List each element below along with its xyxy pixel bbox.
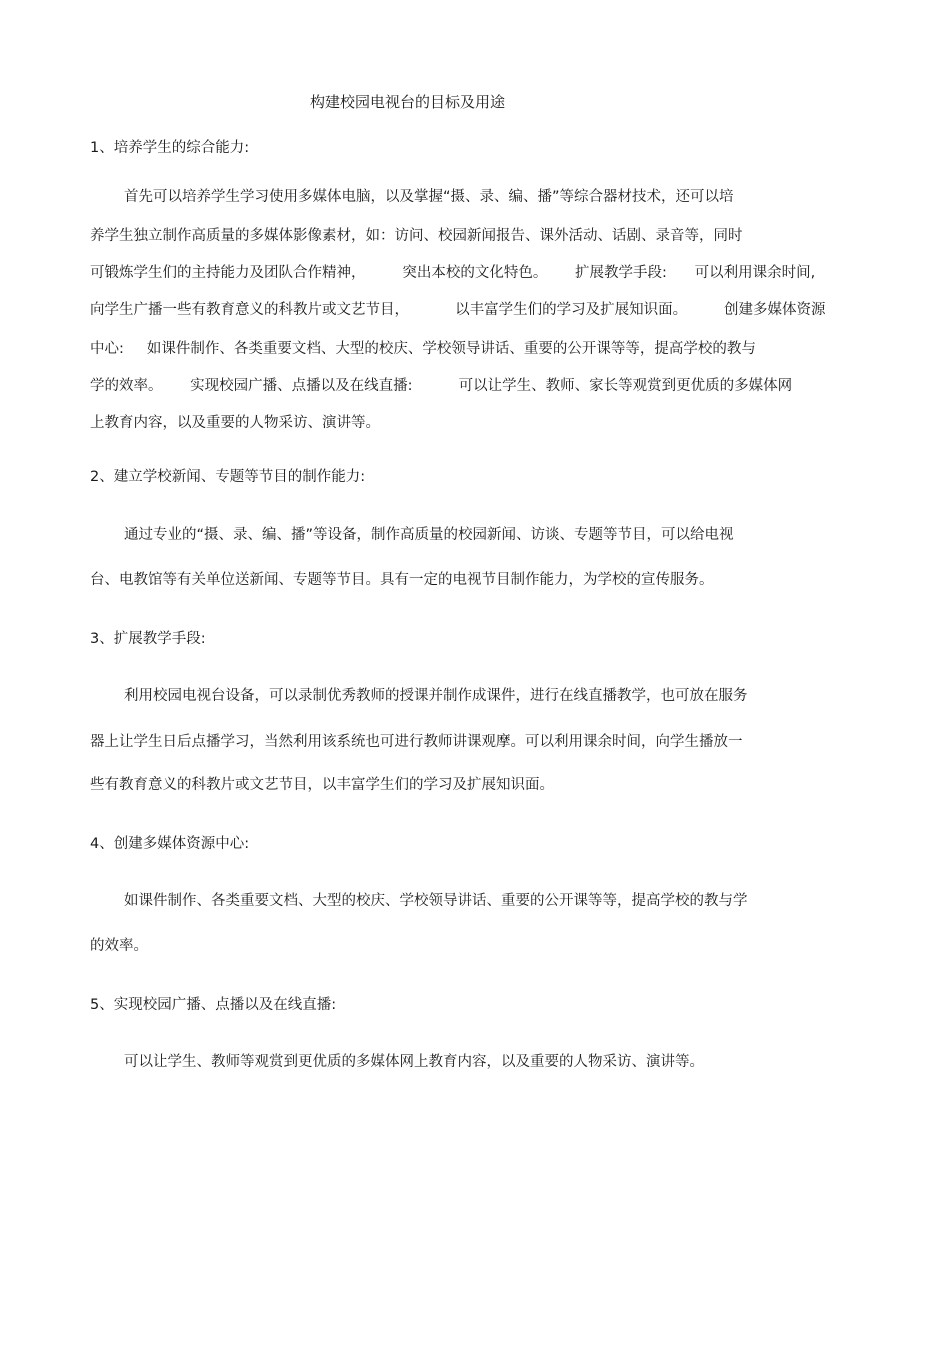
section-1-line-4: 向学生广播一些有教育意义的科教片或文艺节目， 以丰富学生们的学习及扩展知识面。 创建多媒体资源 [90,302,826,318]
section-1-line-2: 养学生独立制作高质量的多媒体影像素材，如：访问、校园新闻报告、课外活动、话剧、录音等，同时 [90,228,743,244]
section-3-line-3: 些有教育意义的科教片或文艺节目，以丰富学生们的学习及扩展知识面。 [90,777,554,793]
section-5-heading: 5、实现校园广播、点播以及在线直播: [90,997,337,1013]
section-1-line-3: 可锻炼学生们的主持能力及团队合作精神， 突出本校的文化特色。 扩展教学手段: 可以利用课余时间, [90,265,816,281]
section-1-heading: 1、培养学生的综合能力: [90,140,250,156]
section-2-heading: 2、建立学校新闻、专题等节目的制作能力: [90,469,366,485]
section-2-line-1: 通过专业的“摄、录、编、播”等设备，制作高质量的校园新闻、访谈、专题等节目，可以给电视 [124,527,734,543]
section-1-line-5: 中心: 如课件制作、各类重要文档、大型的校庆、学校领导讲话、重要的公开课等等，提高学校的教与 [90,341,756,357]
section-3-line-2: 器上让学生日后点播学习，当然利用该系统也可进行教师讲课观摩。可以利用课余时间，向学生播放一 [90,734,743,750]
document-title: 构建校园电视台的目标及用途 [310,93,506,111]
section-3-heading: 3、扩展教学手段: [90,631,206,647]
section-5-line-1: 可以让学生、教师等观赏到更优质的多媒体网上教育内容，以及重要的人物采访、演讲等。 [124,1054,704,1070]
section-1-line-6: 学的效率。 实现校园广播、点播以及在线直播: 可以让学生、教师、家长等观赏到更优质的多媒体网 [90,378,793,394]
section-3-line-1: 利用校园电视台设备，可以录制优秀教师的授课并制作成课件，进行在线直播教学，也可放在服务 [124,688,748,704]
section-2-line-2: 台、电教馆等有关单位送新闻、专题等节目。具有一定的电视节目制作能力，为学校的宣传服务。 [90,572,714,588]
section-4-line-1: 如课件制作、各类重要文档、大型的校庆、学校领导讲话、重要的公开课等等，提高学校的教与学 [124,893,748,909]
section-4-heading: 4、创建多媒体资源中心: [90,836,250,852]
section-4-line-2: 的效率。 [90,938,148,954]
section-1-line-1: 首先可以培养学生学习使用多媒体电脑，以及掌握“摄、录、编、播”等综合器材技术，还可以培 [124,189,734,205]
section-1-line-7: 上教育内容，以及重要的人物采访、演讲等。 [90,415,380,431]
